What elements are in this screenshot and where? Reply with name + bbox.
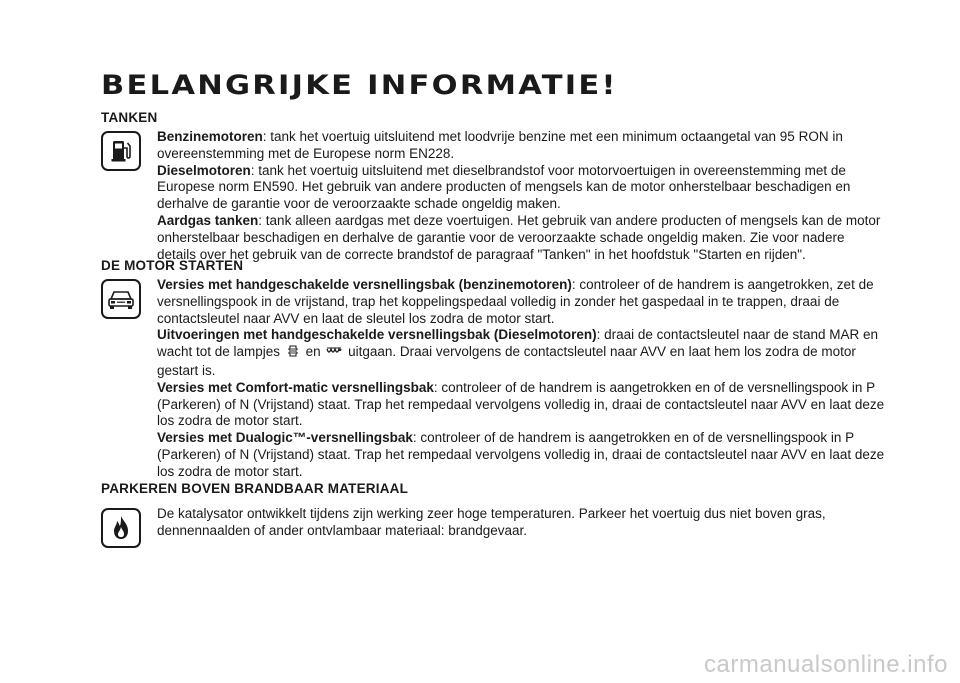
paragraph-text: De katalysator ontwikkelt tijdens zijn werking zeer hoge temperaturen. Parkeer het voertuig dus niet boven gras, dennennaalden of ander ontvlambaar materiaal: brandgevaar. (157, 506, 826, 538)
paragraph-text: : tank het voertuig uitsluitend met dieselbrandstof voor motorvoertuigen in overeenstemming met de Europese norm EN590. Het gebruik van andere producten of mengsels kan de motor onherstelbaar beschadigen en derhalve de garantie voor de veroorzaakte schade ongeldig maken. (157, 162, 851, 212)
paragraph-diesel (157, 163, 885, 213)
paragraph-text: en (301, 344, 325, 360)
paragraph-comfort-matic (157, 380, 885, 430)
paragraph-aardgas (157, 213, 885, 263)
paragraph-parkeren (157, 506, 885, 540)
paragraph-dualogic (157, 430, 885, 480)
section-heading: DE MOTOR STARTEN (101, 258, 244, 273)
section-parkeren (101, 481, 891, 548)
section-tanken (101, 110, 891, 263)
paragraph-label: Aardgas tanken (157, 212, 259, 228)
paragraph-label: Benzinemotoren (157, 129, 263, 144)
paragraph-diesel-manual (157, 327, 885, 379)
paragraph-text: : controleer of de handrem is aangetrokken en of de versnellingspook in P (Parkeren) of N (Vrijstand) staat. Trap het rempedaal vervolgens volledig in, draai de contactsleutel naar AVV en laat deze los zodra de motor start. (157, 430, 885, 479)
page-title: BELANGRIJKE INFORMATIE! (101, 70, 618, 101)
paragraph-label: Dieselmotoren (157, 162, 251, 178)
glow-plug-warning-icon (286, 344, 300, 363)
paragraph-label: Versies met handgeschakelde versnellingsbak (benzinemotoren) (157, 277, 572, 292)
section-heading: TANKEN (101, 110, 158, 125)
paragraph-label: Uitvoeringen met handgeschakelde versnellingsbak (Dieselmotoren) (157, 327, 597, 343)
paragraph-text: uitgaan. Draai vervolgens de contactsleutel naar AVV en laat hem los zodra de motor gestart is. (157, 344, 856, 378)
fuel-pump-icon (101, 131, 141, 171)
paragraph-label: Versies met Dualogic™-versnellingsbak (157, 430, 413, 446)
section-heading: PARKEREN BOVEN BRANDBAAR MATERIAAL (101, 481, 409, 496)
watermark: carmanualsonline.info (704, 651, 948, 678)
paragraph-text: : tank alleen aardgas met deze voertuigen. Het gebruik van andere producten of mengsels kan de motor onherstelbaar beschadigen en derhalve de garantie voor de veroorzaakte schade ongeldig maken. Zie voor nadere details over het gebruik van de correcte brandstof de paragraaf "Tanken" in het hoofdstuk "Starten en rijden". (157, 212, 881, 262)
paragraph-benzine (157, 129, 885, 163)
paragraph-text: : controleer of de handrem is aangetrokken en of de versnellingspook in P (Parkeren) of N (Vrijstand) staat. Trap het rempedaal vervolgens volledig in, draai de contactsleutel naar AVV en laat deze los zodra de motor start. (157, 379, 885, 429)
paragraph-text: : controleer of de handrem is aangetrokken, zet de versnellingspook in de vrijstand, trap het koppelingspedaal volledig in zonder het gaspedaal in te trappen, draai de contactsleutel naar AVV en laat de sleutel los zodra de motor start. (157, 277, 874, 326)
car-icon (101, 279, 141, 319)
flame-icon (101, 508, 141, 548)
paragraph-text: : draai de contactsleutel naar de stand MAR en wacht tot de lampjes (157, 327, 879, 360)
section-starten (101, 258, 891, 481)
paragraph-text: : tank het voertuig uitsluitend met loodvrije benzine met een minimum octaangetal van 95 RON in overeenstemming met de Europese norm EN228. (157, 129, 843, 161)
preheat-coil-icon (326, 346, 342, 363)
paragraph-benzine-manual (157, 277, 885, 327)
paragraph-label: Versies met Comfort-matic versnellingsbak (157, 379, 434, 395)
